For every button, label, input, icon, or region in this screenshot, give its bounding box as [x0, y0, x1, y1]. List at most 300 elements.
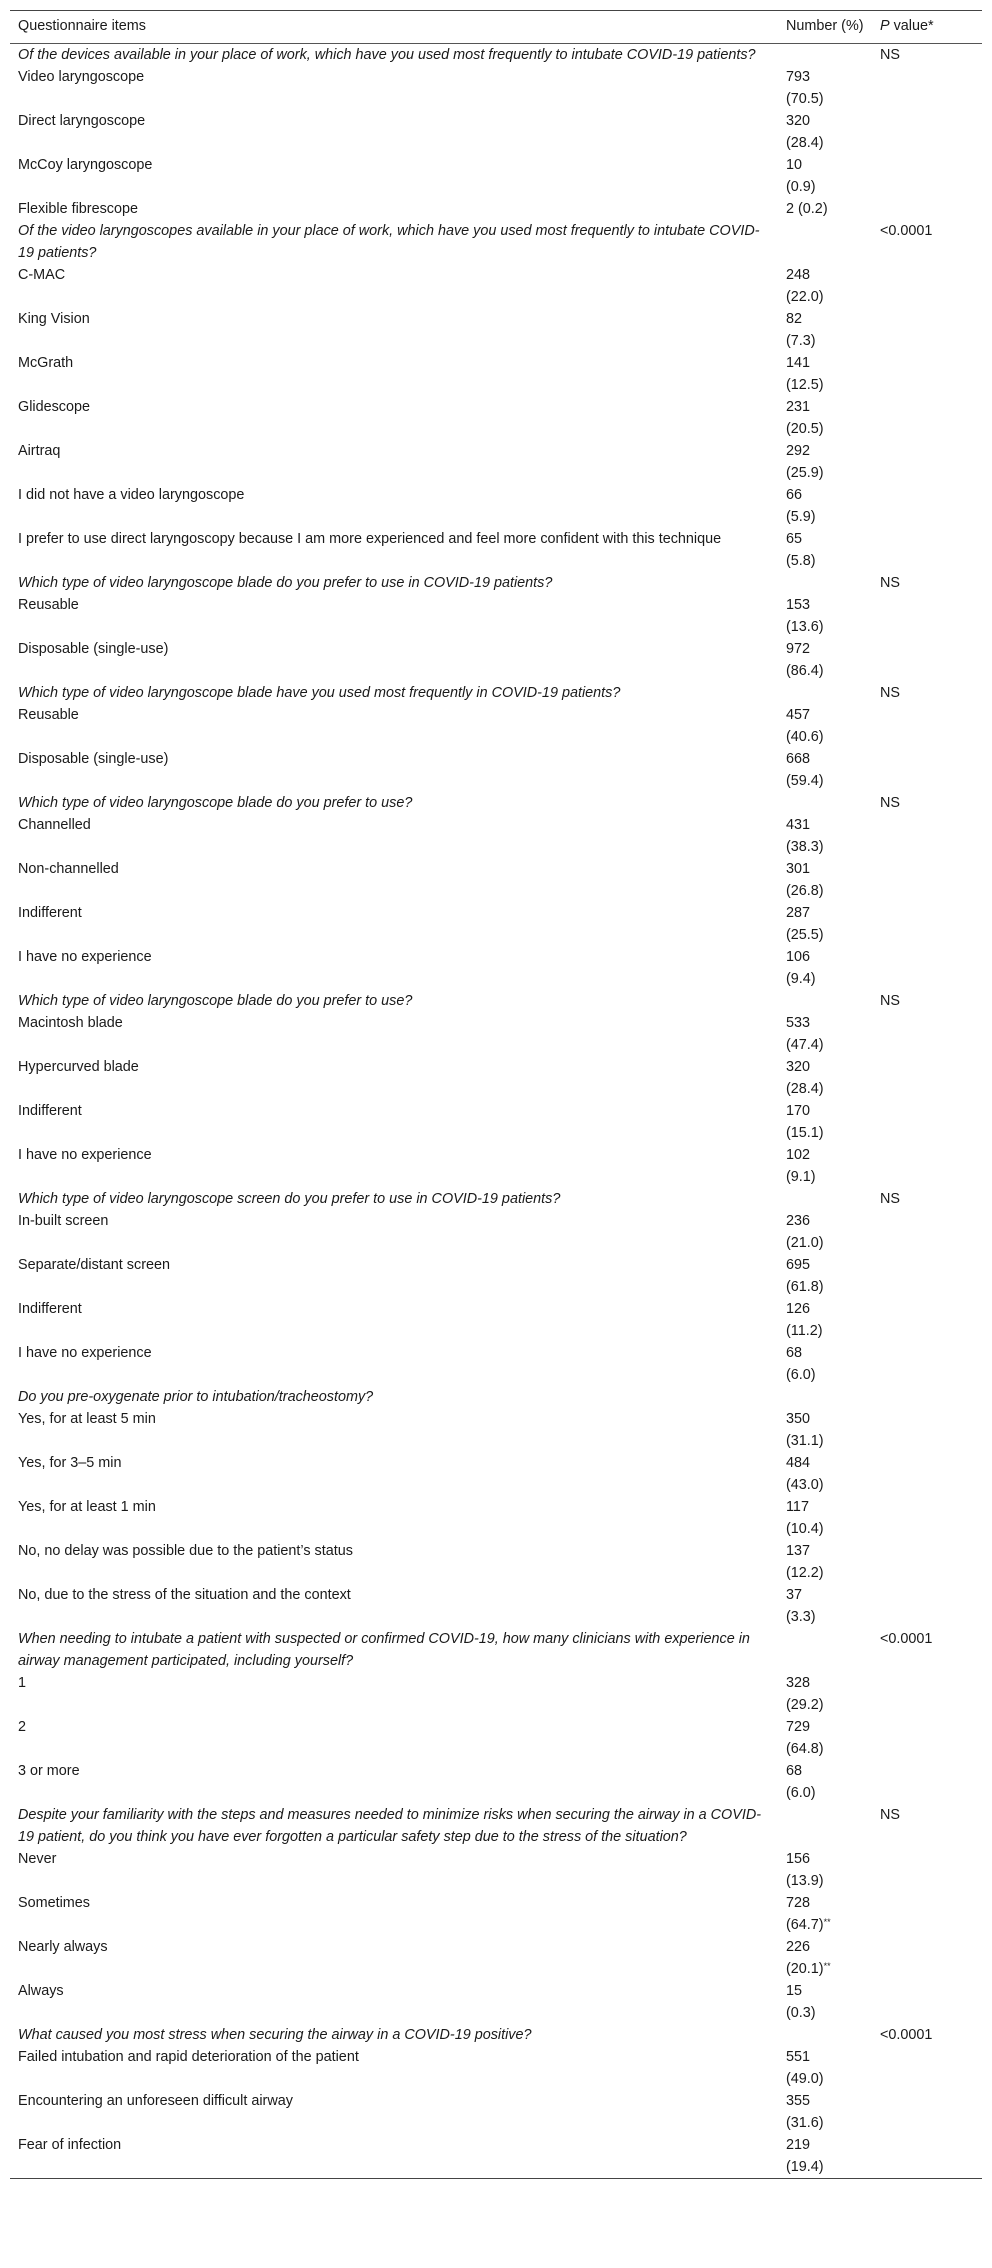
- option-count: 66: [786, 487, 803, 503]
- option-count: 320: [786, 1059, 811, 1075]
- option-pvalue-cell: [872, 264, 982, 308]
- option-row: [10, 308, 982, 352]
- option-label: I have no experience: [18, 1345, 152, 1361]
- option-label: 1: [18, 1675, 27, 1691]
- option-count: 65: [786, 531, 803, 547]
- option-label: Failed intubation and rapid deterioration of the patient: [18, 2049, 359, 2065]
- option-count: 972: [786, 641, 811, 657]
- question-row: [10, 792, 982, 814]
- option-pvalue-cell: [872, 1254, 982, 1298]
- option-label: Flexible fibrescope: [18, 201, 138, 217]
- question-text: What caused you most stress when securing the airway in a COVID-19 positive?: [18, 2027, 532, 2043]
- option-percent: (47.4): [786, 1037, 824, 1053]
- option-row: [10, 1980, 982, 2024]
- option-pvalue-cell: [872, 858, 982, 902]
- p-value: <0.0001: [880, 2027, 933, 2043]
- question-row: [10, 1628, 982, 1672]
- option-count: 117: [786, 1499, 809, 1515]
- question-text: Which type of video laryngoscope screen do you prefer to use in COVID-19 patients?: [18, 1191, 561, 1207]
- option-label: Reusable: [18, 597, 79, 613]
- question-number-cell: [778, 1804, 872, 1848]
- option-percent: (28.4): [786, 135, 824, 151]
- option-label: Glidescope: [18, 399, 90, 415]
- option-count: 301: [786, 861, 811, 877]
- significance-marker: **: [823, 1917, 831, 1927]
- option-percent: (13.9): [786, 1873, 824, 1889]
- question-number-cell: [778, 682, 872, 704]
- option-percent: (7.3): [786, 333, 816, 349]
- option-percent: (10.4): [786, 1521, 824, 1537]
- option-percent: (6.0): [786, 1785, 816, 1801]
- question-text: Do you pre-oxygenate prior to intubation/tracheostomy?: [18, 1389, 374, 1405]
- p-value: NS: [880, 795, 900, 811]
- option-number-cell: [778, 1672, 872, 1716]
- option-count: 2: [786, 201, 795, 217]
- question-row: [10, 682, 982, 704]
- option-count: 15: [786, 1983, 803, 1999]
- option-percent: (20.5): [786, 421, 824, 437]
- option-row: [10, 1210, 982, 1254]
- option-number-cell: [778, 1100, 872, 1144]
- option-percent: (20.1): [786, 1961, 824, 1977]
- option-count: 170: [786, 1103, 811, 1119]
- option-label: Airtraq: [18, 443, 61, 459]
- option-percent: (9.1): [786, 1169, 816, 1185]
- option-label: McGrath: [18, 355, 74, 371]
- option-row: [10, 1408, 982, 1452]
- option-percent: (22.0): [786, 289, 824, 305]
- option-percent: (25.5): [786, 927, 824, 943]
- option-percent: (64.8): [786, 1741, 824, 1757]
- option-label: Indifferent: [18, 1301, 82, 1317]
- option-label: Non-channelled: [18, 861, 119, 877]
- option-row: [10, 1298, 982, 1342]
- option-pvalue-cell: [872, 2134, 982, 2179]
- option-pvalue-cell: [872, 198, 982, 220]
- option-number-cell: [778, 1584, 872, 1628]
- option-row: [10, 1452, 982, 1496]
- option-label: I have no experience: [18, 1147, 152, 1163]
- question-number-cell: [778, 2024, 872, 2046]
- option-count: 551: [786, 2049, 811, 2065]
- option-number-cell: [778, 1012, 872, 1056]
- question-text: Of the devices available in your place of work, which have you used most frequently to intubate COVID-19 patients?: [18, 47, 756, 63]
- header-pvalue-word: value: [889, 18, 929, 34]
- option-count: 137: [786, 1543, 811, 1559]
- option-label: Hypercurved blade: [18, 1059, 139, 1075]
- option-percent: (3.3): [786, 1609, 816, 1625]
- option-count: 292: [786, 443, 811, 459]
- option-percent: (70.5): [786, 91, 824, 107]
- option-label: King Vision: [18, 311, 90, 327]
- option-count: 484: [786, 1455, 811, 1471]
- question-row: [10, 990, 982, 1012]
- option-count: 457: [786, 707, 811, 723]
- option-percent: (61.8): [786, 1279, 824, 1295]
- option-label: I prefer to use direct laryngoscopy because I am more experienced and feel more confident with this technique: [18, 531, 722, 547]
- option-row: [10, 1848, 982, 1892]
- option-row: [10, 440, 982, 484]
- option-percent: (5.9): [786, 509, 816, 525]
- question-row: [10, 44, 982, 67]
- option-count: 219: [786, 2137, 811, 2153]
- option-pvalue-cell: [872, 1496, 982, 1540]
- significance-marker: **: [823, 1961, 831, 1971]
- option-number-cell: [778, 814, 872, 858]
- option-pvalue-cell: [872, 638, 982, 682]
- option-number-cell: [778, 2046, 872, 2090]
- option-pvalue-cell: [872, 1936, 982, 1980]
- option-count: 102: [786, 1147, 811, 1163]
- option-row: [10, 198, 982, 220]
- question-number-cell: [778, 1386, 872, 1408]
- option-row: [10, 748, 982, 792]
- option-pvalue-cell: [872, 1540, 982, 1584]
- option-number-cell: [778, 1848, 872, 1892]
- option-percent: (21.0): [786, 1235, 824, 1251]
- option-label: In-built screen: [18, 1213, 109, 1229]
- option-pvalue-cell: [872, 1672, 982, 1716]
- option-count: 37: [786, 1587, 803, 1603]
- option-number-cell: [778, 638, 872, 682]
- option-number-cell: [778, 1716, 872, 1760]
- option-count: 153: [786, 597, 811, 613]
- question-text: Despite your familiarity with the steps and measures needed to minimize risks when securing the airway in a COVID-19 patient, do you think you have ever forgotten a particular safety step due to the stress of the situation?: [18, 1807, 762, 1845]
- option-label: Always: [18, 1983, 64, 1999]
- option-row: [10, 858, 982, 902]
- option-count: 350: [786, 1411, 811, 1427]
- option-pvalue-cell: [872, 1892, 982, 1936]
- option-pvalue-cell: [872, 66, 982, 110]
- question-row: [10, 572, 982, 594]
- option-row: [10, 1672, 982, 1716]
- option-number-cell: [778, 1254, 872, 1298]
- option-percent: (0.2): [798, 201, 828, 217]
- option-pvalue-cell: [872, 154, 982, 198]
- option-row: [10, 594, 982, 638]
- p-value: [872, 1386, 982, 1408]
- option-number-cell: [778, 440, 872, 484]
- option-label: Macintosh blade: [18, 1015, 123, 1031]
- option-label: Encountering an unforeseen difficult airway: [18, 2093, 293, 2109]
- option-row: [10, 1760, 982, 1804]
- question-number-cell: [778, 792, 872, 814]
- question-number-cell: [778, 44, 872, 67]
- option-count: 126: [786, 1301, 811, 1317]
- option-row: [10, 1540, 982, 1584]
- option-label: Yes, for 3–5 min: [18, 1455, 122, 1471]
- option-percent: (49.0): [786, 2071, 824, 2087]
- questionnaire-table: [10, 10, 982, 2179]
- option-count: 106: [786, 949, 811, 965]
- option-label: I have no experience: [18, 949, 152, 965]
- option-number-cell: [778, 1408, 872, 1452]
- option-pvalue-cell: [872, 110, 982, 154]
- option-count: 226: [786, 1939, 811, 1955]
- option-number-cell: [778, 528, 872, 572]
- option-label: Disposable (single-use): [18, 751, 169, 767]
- option-pvalue-cell: [872, 1012, 982, 1056]
- option-count: 533: [786, 1015, 811, 1031]
- option-pvalue-cell: [872, 1848, 982, 1892]
- option-pvalue-cell: [872, 704, 982, 748]
- option-label: Yes, for at least 5 min: [18, 1411, 156, 1427]
- option-percent: (59.4): [786, 773, 824, 789]
- option-number-cell: [778, 484, 872, 528]
- option-label: Yes, for at least 1 min: [18, 1499, 156, 1515]
- option-label: Separate/distant screen: [18, 1257, 170, 1273]
- option-percent: (15.1): [786, 1125, 824, 1141]
- option-pvalue-cell: [872, 1144, 982, 1188]
- option-count: 729: [786, 1719, 811, 1735]
- header-pvalue: [872, 11, 982, 44]
- question-text: Which type of video laryngoscope blade do you prefer to use?: [18, 993, 413, 1009]
- option-pvalue-cell: [872, 748, 982, 792]
- option-number-cell: [778, 1144, 872, 1188]
- option-row: [10, 1254, 982, 1298]
- option-percent: (28.4): [786, 1081, 824, 1097]
- option-row: [10, 154, 982, 198]
- option-row: [10, 110, 982, 154]
- header-pvalue-letter: P: [880, 18, 890, 34]
- option-pvalue-cell: [872, 1584, 982, 1628]
- option-row: [10, 946, 982, 990]
- p-value: NS: [880, 575, 900, 591]
- option-number-cell: [778, 308, 872, 352]
- option-row: [10, 638, 982, 682]
- option-label: Nearly always: [18, 1939, 108, 1955]
- option-pvalue-cell: [872, 352, 982, 396]
- option-percent: (19.4): [786, 2159, 824, 2175]
- option-number-cell: [778, 748, 872, 792]
- option-number-cell: [778, 1210, 872, 1254]
- option-row: [10, 1496, 982, 1540]
- p-value: NS: [880, 1807, 900, 1823]
- option-pvalue-cell: [872, 440, 982, 484]
- option-pvalue-cell: [872, 396, 982, 440]
- option-pvalue-cell: [872, 1408, 982, 1452]
- option-percent: (13.6): [786, 619, 824, 635]
- option-pvalue-cell: [872, 1210, 982, 1254]
- option-row: [10, 396, 982, 440]
- option-label: 3 or more: [18, 1763, 80, 1779]
- option-number-cell: [778, 1298, 872, 1342]
- option-pvalue-cell: [872, 594, 982, 638]
- option-row: [10, 1144, 982, 1188]
- option-label: McCoy laryngoscope: [18, 157, 153, 173]
- option-pvalue-cell: [872, 1760, 982, 1804]
- option-row: [10, 66, 982, 110]
- option-percent: (64.7): [786, 1917, 824, 1933]
- option-pvalue-cell: [872, 1342, 982, 1386]
- option-label: Channelled: [18, 817, 91, 833]
- option-row: [10, 1892, 982, 1936]
- option-pvalue-cell: [872, 1980, 982, 2024]
- option-label: Disposable (single-use): [18, 641, 169, 657]
- option-number-cell: [778, 1342, 872, 1386]
- option-row: [10, 2090, 982, 2134]
- question-text: Which type of video laryngoscope blade have you used most frequently in COVID-19 patients?: [18, 685, 621, 701]
- option-number-cell: [778, 1540, 872, 1584]
- option-label: C-MAC: [18, 267, 66, 283]
- option-row: [10, 528, 982, 572]
- question-text: Which type of video laryngoscope blade do you prefer to use in COVID-19 patients?: [18, 575, 553, 591]
- option-pvalue-cell: [872, 308, 982, 352]
- option-percent: (0.3): [786, 2005, 816, 2021]
- option-row: [10, 1012, 982, 1056]
- option-number-cell: [778, 396, 872, 440]
- option-number-cell: [778, 110, 872, 154]
- question-number-cell: [778, 990, 872, 1012]
- option-number-cell: [778, 858, 872, 902]
- option-percent: (25.9): [786, 465, 824, 481]
- option-label: 2: [18, 1719, 27, 1735]
- option-number-cell: [778, 902, 872, 946]
- question-text: Of the video laryngoscopes available in your place of work, which have you used most frequently to intubate COVID-19 patients?: [18, 223, 760, 261]
- option-count: 431: [786, 817, 811, 833]
- option-pvalue-cell: [872, 1716, 982, 1760]
- option-row: [10, 1584, 982, 1628]
- option-pvalue-cell: [872, 528, 982, 572]
- option-count: 355: [786, 2093, 811, 2109]
- question-text: Which type of video laryngoscope blade do you prefer to use?: [18, 795, 413, 811]
- option-number-cell: [778, 264, 872, 308]
- header-number: Number (%): [786, 18, 864, 34]
- option-percent: (26.8): [786, 883, 824, 899]
- option-count: 728: [786, 1895, 811, 1911]
- option-number-cell: [778, 154, 872, 198]
- option-count: 68: [786, 1345, 803, 1361]
- option-count: 695: [786, 1257, 811, 1273]
- option-percent: (0.9): [786, 179, 816, 195]
- option-number-cell: [778, 352, 872, 396]
- option-row: [10, 264, 982, 308]
- option-percent: (12.2): [786, 1565, 824, 1581]
- option-row: [10, 814, 982, 858]
- option-count: 231: [786, 399, 811, 415]
- option-percent: (86.4): [786, 663, 824, 679]
- option-percent: (38.3): [786, 839, 824, 855]
- option-count: 793: [786, 69, 811, 85]
- option-label: No, due to the stress of the situation and the context: [18, 1587, 351, 1603]
- option-pvalue-cell: [872, 1452, 982, 1496]
- option-row: [10, 484, 982, 528]
- option-percent: (9.4): [786, 971, 816, 987]
- option-label: No, no delay was possible due to the patient’s status: [18, 1543, 353, 1559]
- option-label: I did not have a video laryngoscope: [18, 487, 245, 503]
- option-number-cell: [778, 1980, 872, 2024]
- option-number-cell: [778, 1892, 872, 1936]
- option-pvalue-cell: [872, 902, 982, 946]
- question-number-cell: [778, 1628, 872, 1672]
- option-number-cell: [778, 1452, 872, 1496]
- option-row: [10, 1342, 982, 1386]
- option-number-cell: [778, 1760, 872, 1804]
- option-pvalue-cell: [872, 1100, 982, 1144]
- option-percent: (6.0): [786, 1367, 816, 1383]
- option-pvalue-cell: [872, 2090, 982, 2134]
- option-pvalue-cell: [872, 1298, 982, 1342]
- option-count: 287: [786, 905, 811, 921]
- p-value: NS: [880, 993, 900, 1009]
- p-value: NS: [880, 685, 900, 701]
- option-number-cell: [778, 198, 872, 220]
- question-row: [10, 1386, 982, 1408]
- option-count: 248: [786, 267, 811, 283]
- option-label: Fear of infection: [10, 2134, 778, 2179]
- option-label: Indifferent: [18, 1103, 82, 1119]
- option-pvalue-cell: [872, 484, 982, 528]
- question-number-cell: [778, 572, 872, 594]
- option-percent: (29.2): [786, 1697, 824, 1713]
- option-count: 320: [786, 113, 811, 129]
- option-count: 141: [786, 355, 811, 371]
- option-number-cell: [778, 946, 872, 990]
- header-items: Questionnaire items: [18, 18, 146, 34]
- option-count: 82: [786, 311, 803, 327]
- option-label: Sometimes: [18, 1895, 90, 1911]
- option-number-cell: [778, 704, 872, 748]
- option-number-cell: [778, 2134, 872, 2179]
- option-label: Never: [18, 1851, 57, 1867]
- table-body: [10, 44, 982, 2179]
- option-number-cell: [778, 1936, 872, 1980]
- option-row: [10, 1716, 982, 1760]
- question-row: [10, 2024, 982, 2046]
- option-count: 668: [786, 751, 811, 767]
- option-number-cell: [778, 1056, 872, 1100]
- option-number-cell: [778, 66, 872, 110]
- p-value: NS: [880, 1191, 900, 1207]
- option-label: Video laryngoscope: [18, 69, 145, 85]
- option-label: Reusable: [18, 707, 79, 723]
- p-value: <0.0001: [880, 1631, 933, 1647]
- option-number-cell: [778, 2090, 872, 2134]
- option-count: 236: [786, 1213, 811, 1229]
- option-number-cell: [778, 1496, 872, 1540]
- option-percent: (43.0): [786, 1477, 824, 1493]
- option-count: 68: [786, 1763, 803, 1779]
- question-number-cell: [778, 220, 872, 264]
- option-pvalue-cell: [872, 2046, 982, 2090]
- question-row: [10, 1188, 982, 1210]
- option-row: [10, 902, 982, 946]
- question-row: [10, 220, 982, 264]
- option-row: [10, 1936, 982, 1980]
- question-text: When needing to intubate a patient with suspected or confirmed COVID-19, how many clinicians with experience in airway management participated, including yourself?: [18, 1631, 750, 1669]
- p-value: <0.0001: [880, 223, 933, 239]
- header-pvalue-marker: *: [928, 18, 934, 34]
- option-row: [10, 1100, 982, 1144]
- option-label: Direct laryngoscope: [18, 113, 146, 129]
- option-pvalue-cell: [872, 946, 982, 990]
- option-row: [10, 2046, 982, 2090]
- option-percent: (40.6): [786, 729, 824, 745]
- option-number-cell: [778, 594, 872, 638]
- option-row: [10, 1056, 982, 1100]
- question-number-cell: [778, 1188, 872, 1210]
- option-count: 156: [786, 1851, 811, 1867]
- option-percent: (11.2): [786, 1323, 823, 1339]
- option-count: 328: [786, 1675, 811, 1691]
- option-row: [10, 2134, 982, 2179]
- option-percent: (31.1): [786, 1433, 824, 1449]
- option-row: [10, 352, 982, 396]
- option-percent: (12.5): [786, 377, 824, 393]
- option-count: 10: [786, 157, 803, 173]
- option-pvalue-cell: [872, 814, 982, 858]
- option-label: Indifferent: [18, 905, 82, 921]
